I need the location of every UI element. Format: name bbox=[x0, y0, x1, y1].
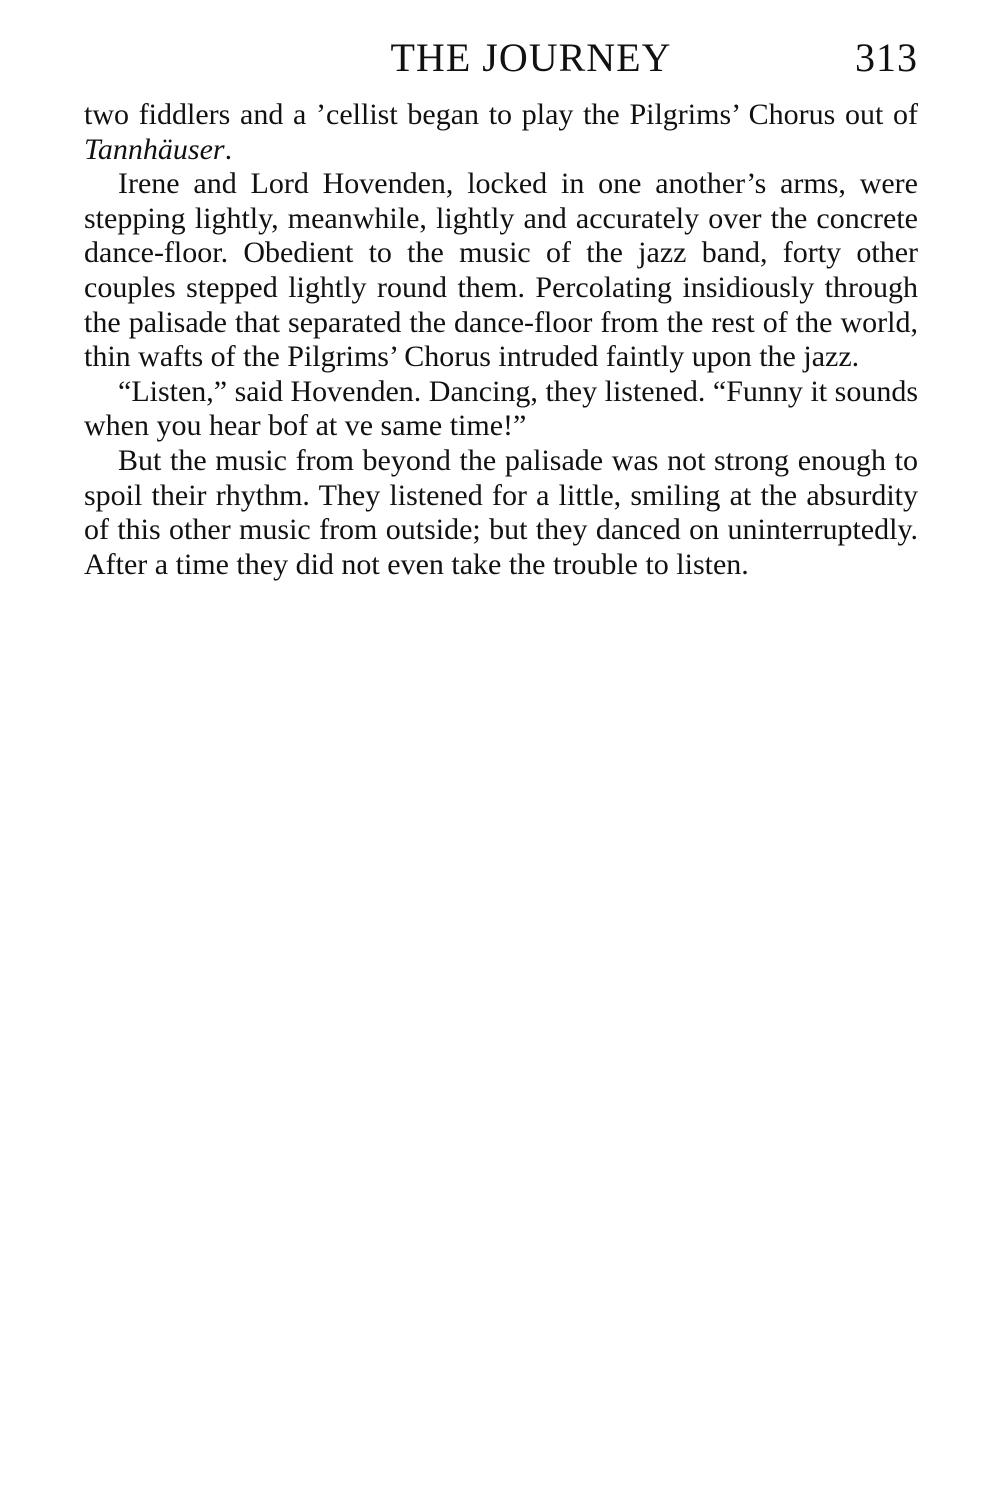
paragraph-2: Irene and Lord Hovenden, locked in one another’s arms, were stepping lightly, meanwhile, lightly and accurately over the concrete dance-floor. Obedient to the music of the jazz band, forty other couples stepped lightly round them. Percolating insidiously through the palisade that separated the dance-floor from the rest of the world, thin wafts of the Pilgrims’ Chorus intruded faintly upon the jazz. bbox=[84, 167, 918, 374]
running-title: THE JOURNEY bbox=[390, 35, 672, 80]
paragraph-4: But the music from beyond the palisade was not strong enough to spoil their rhythm. They listened for a little, smiling at the absurdity of this other music from outside; but they danced on uninterruptedly. After a time they did not even take the trouble to listen. bbox=[84, 443, 918, 581]
paragraph-1-text: two fiddlers and a ’cellist began to play the Pilgrims’ Chorus out of bbox=[84, 98, 918, 131]
opera-title: Tannhäuser bbox=[84, 132, 225, 166]
page-number: 313 bbox=[855, 35, 918, 80]
running-header bbox=[84, 30, 918, 86]
body-text bbox=[84, 98, 918, 582]
book-page bbox=[84, 30, 918, 582]
paragraph-3: “Listen,” said Hovenden. Dancing, they listened. “Funny it sounds when you hear bof at ve same time!” bbox=[84, 374, 918, 443]
paragraph-1 bbox=[84, 98, 918, 167]
paragraph-1-end: . bbox=[224, 132, 233, 166]
